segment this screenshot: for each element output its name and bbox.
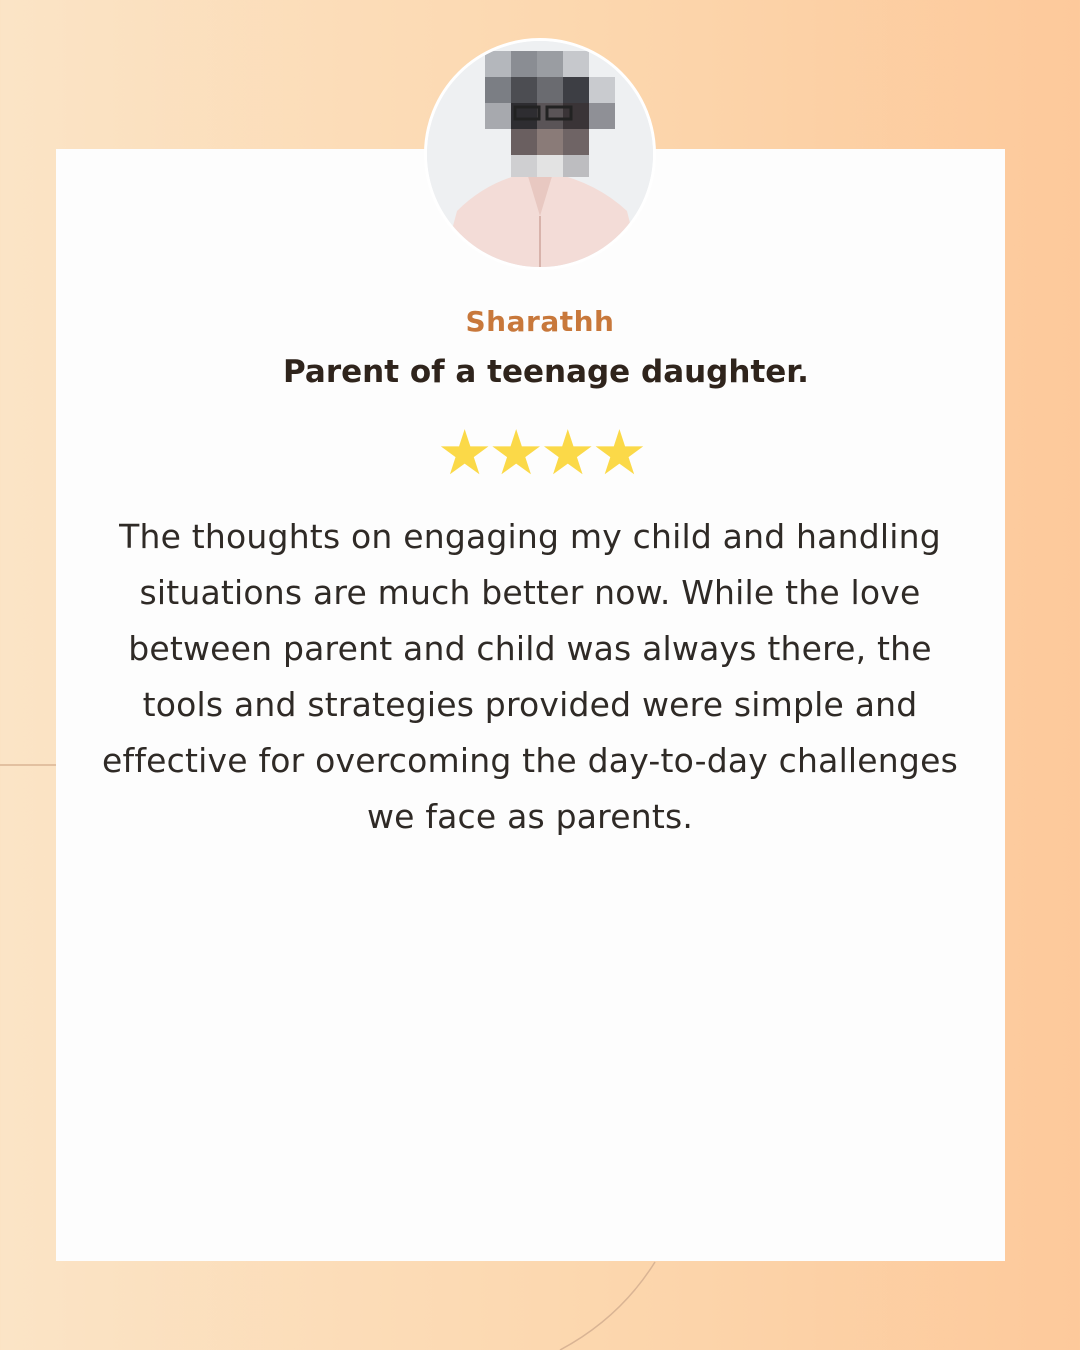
star-rating: ★★★★ [436, 416, 644, 489]
reviewer-name: Sharathh [465, 305, 615, 338]
testimonial-quote: The thoughts on engaging my child and handling situations are much better now. While the love between parent and child was always there, the tools and strategies provided were simple and effective for overcoming the day-to-day challenges we face as parents. [102, 517, 958, 836]
avatar-photo [427, 41, 653, 267]
avatar [424, 38, 656, 270]
reviewer-role: Parent of a teenage daughter. [283, 354, 809, 390]
